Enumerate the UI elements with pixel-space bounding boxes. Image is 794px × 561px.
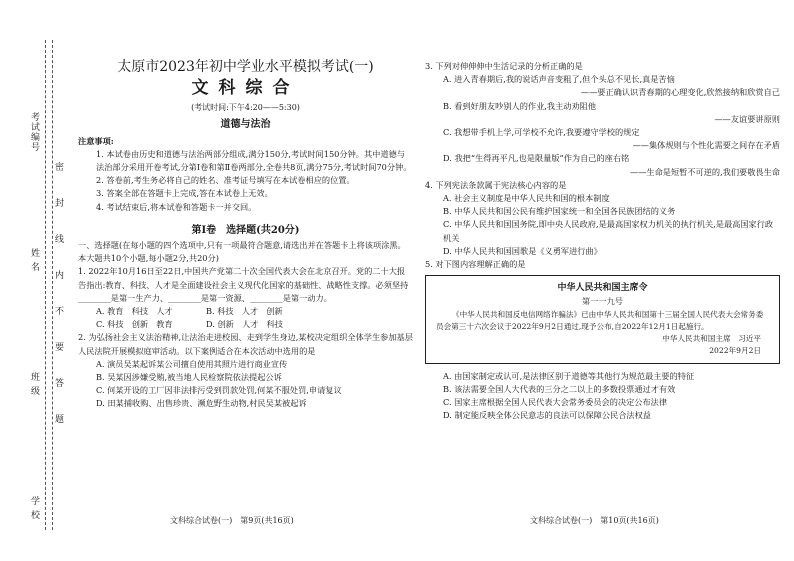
subject-title: 文科综合 xyxy=(191,78,300,98)
question-2-option-c: C. 何某开设的工厂因非法排污受到罚款处罚,何某不服处罚,申请复议 xyxy=(96,385,342,396)
question-1-stem: 1. 2022年10月16日至22日,中国共产党第二十次全国代表大会在北京召开。党的二十大报告指出:教育、科技、人才是全面建设社会主义现代化国家的基础性、战略性支撑。必须坚持________是第一生产力、________是第一资源、________是第一动力。 xyxy=(78,266,409,303)
question-4-stem: 4. 下列宪法条款属于宪法核心内容的是 xyxy=(425,179,567,190)
class-label: 班 级 xyxy=(29,372,39,396)
question-3-option-b: B. 看到好朋友吵别人的作业,我主动劝阻他 xyxy=(443,100,597,111)
exam-number-label: 考试编号 xyxy=(29,112,39,152)
question-1-options-row-1 xyxy=(78,305,413,318)
seal-char-6: 答 xyxy=(55,379,65,389)
question-1-options-row-2 xyxy=(78,318,413,331)
question-4-option-a: A. 社会主义制度是中华人民共和国的根本制度 xyxy=(443,193,610,204)
question-2-option-b: B. 吴某因涉嫌受贿,被当地人民检察院依法提起公诉 xyxy=(96,372,282,383)
seal-char-2: 线 xyxy=(55,235,65,245)
question-4-option-c: C. 中华人民共和国国务院,即中央人民政府,是最高国家权力机关的执行机关,是最高国家行政机关 xyxy=(443,219,774,243)
question-4-option-b: B. 中华人民共和国公民有维护国家统一和全国各民族团结的义务 xyxy=(443,206,676,217)
note-3: 3. 答案全部在答题卡上完成,答在本试卷上无效。 xyxy=(96,188,273,199)
order-title: 中华人民共和国主席令 xyxy=(557,283,648,294)
page-9-footer: 文科综合试卷(一) 第9页(共16页) xyxy=(170,516,294,525)
order-date: 2022年9月2日 xyxy=(709,345,761,355)
seal-dashed-line-outer xyxy=(45,40,46,530)
order-body: 《中华人民共和国反电信网络诈骗法》已由中华人民共和国第十三届全国人民代表大会常务委员会第三十六次会议于2022年9月2日通过,现予公布,自2022年12月1日起施行。 xyxy=(436,309,764,331)
note-4: 4. 考试结束后,将本试卷和答题卡一并交回。 xyxy=(96,201,257,212)
section-title: 道德与法治 xyxy=(220,119,271,131)
page-10-footer: 文科综合试卷(一) 第10页(共16页) xyxy=(530,516,659,525)
question-3-stem: 3. 下列对伸伸伸中生活记录的分析正确的是 xyxy=(425,61,583,71)
question-5-stem: 5. 对下图内容理解正确的是 xyxy=(425,259,526,270)
question-3-option-c: C. 我想带手机上学,可学校不允许,我要遵守学校的规定 xyxy=(443,127,640,138)
question-2-option-a: A. 演员吴某起诉某公司擅自使用其照片进行商业宣传 xyxy=(96,358,288,369)
exam-time: (考试时间:下午4:20——5:30) xyxy=(191,103,300,113)
exam-title: 太原市2023年初中学业水平模拟考试(一) xyxy=(117,59,374,75)
question-5-option-a: A. 由国家制定或认可,是法律区别于道德等其他行为规范最主要的特征 xyxy=(443,370,695,381)
question-4-option-d: D. 中华人民共和国国歌是《义勇军进行曲》 xyxy=(443,245,602,256)
note-1: 1. 本试卷由历史和道德与法治两部分组成,满分150分,考试时间150分钟。其中道德与法治部分采用开卷考试,分第Ⅰ卷和第Ⅱ卷两部分,全卷共8页,满分75分,考试时间70分钟。 xyxy=(96,148,412,173)
seal-char-0: 密 xyxy=(55,163,65,173)
seal-char-7: 题 xyxy=(55,415,65,425)
question-1-option-b: B. 科技 人才 创新 xyxy=(206,306,283,317)
name-label: 姓 名 xyxy=(29,248,39,272)
question-2-option-d: D. 田某捕收购、出售珍贵、濒危野生动物,村民吴某被起诉 xyxy=(96,398,307,409)
page-10 xyxy=(425,0,780,422)
question-1-option-a: A. 教育 科技 人才 xyxy=(96,306,173,317)
order-signatory: 中华人民共和国主席 习近平 xyxy=(662,333,761,343)
question-3-option-d-analysis: ——生命是短暂不可逆的,我们要敬畏生命 xyxy=(630,166,780,177)
school-label: 学 校 xyxy=(29,496,39,520)
choice-instructions: 一、选择题(在每小题的四个选项中,只有一项最符合题意,请选出并在答题卡上将该项涂黑。本大题共10个小题,每小题2分,共20分) xyxy=(78,240,406,264)
note-2: 2. 答卷前,考生务必将自己的姓名、准考证号填写在本试卷相应的位置。 xyxy=(96,175,355,186)
question-3-option-c-analysis: ——集体规则与个性化需要之间存在矛盾 xyxy=(632,140,780,151)
question-3-option-a-analysis: ——要正确认识青春期的心理变化,欣然接纳和欣赏自己 xyxy=(580,87,780,98)
question-2-stem: 2. 为弘扬社会主义法治精神,让法治走进校园、走到学生身边,某校决定组织全体学生参加基层人民法院开展模拟庭审活动。以下案例适合在本次活动中选用的是 xyxy=(78,332,413,356)
presidential-order-box xyxy=(425,275,780,363)
question-3-option-b-analysis: ——友谊要讲原则 xyxy=(714,113,780,124)
seal-char-1: 封 xyxy=(55,199,65,209)
seal-char-3: 内 xyxy=(55,271,65,281)
question-1-option-c: C. 科技 创新 教育 xyxy=(96,319,173,330)
question-5-option-b: B. 该法需要全国人大代表的三分之二以上的多数投票通过才有效 xyxy=(443,383,676,394)
question-3-option-a: A. 进入青春期后,我的说话声音变粗了,但个头总不见长,真是苦恼 xyxy=(443,74,675,85)
seal-char-5: 要 xyxy=(55,343,65,353)
seal-char-4: 不 xyxy=(55,307,65,317)
question-3-option-d: D. 我把“生得再平凡,也是限量版”作为自己的座右铭 xyxy=(443,153,630,164)
part-one-heading: 第Ⅰ卷 选择题(共20分) xyxy=(191,224,300,236)
question-5-option-d: D. 制定能反映全体公民意志的良法可以保障公民合法权益 xyxy=(443,410,651,421)
question-1-option-d: D. 创新 人才 科技 xyxy=(206,319,283,330)
seal-dashed-line-inner xyxy=(52,40,53,530)
notes-heading: 注意事项: xyxy=(78,135,114,146)
binding-strip xyxy=(0,0,65,561)
page-9 xyxy=(78,0,413,411)
question-5-option-c: C. 国家主席根据全国人民代表大会常务委员会的决定公布法律 xyxy=(443,397,668,408)
order-number: 第一一九号 xyxy=(582,296,623,307)
